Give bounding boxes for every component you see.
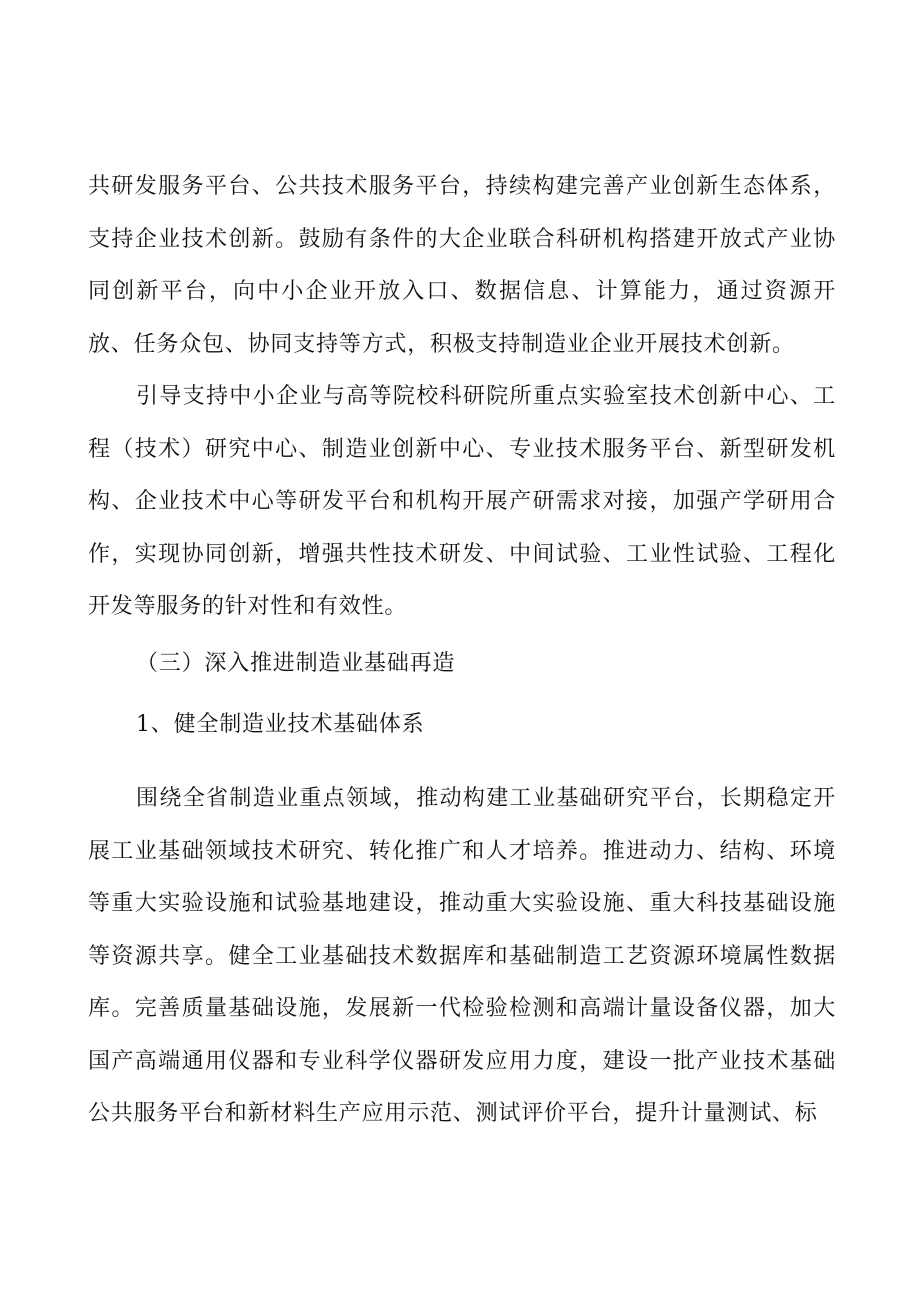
paragraph-industry-research-cooperation: 引导支持中小企业与高等院校科研院所重点实验室技术创新中心、工程（技术）研究中心、制造业创新中心、专业技术服务平台、新型研发机构、企业技术中心等研发平台和机构开展产研需求对接，加强产学研用合作，实现协同创新，增强共性技术研发、中间试验、工业性试验、工程化开发等服务的针对性和有效性。	[88, 384, 836, 619]
paragraph-continued: 共研发服务平台、公共技术服务平台，持续构建完善产业创新生态体系，支持企业技术创新。鼓励有条件的大企业联合科研机构搭建开放式产业协同创新平台，向中小企业开放入口、数据信息、计算能力，通过资源开放、任务众包、协同支持等方式，积极支持制造业企业开展技术创新。	[88, 174, 836, 357]
section-heading: （三）深入推进制造业基础再造	[136, 651, 456, 676]
paragraph-technology-foundation: 围绕全省制造业重点领域，推动构建工业基础研究平台，长期稳定开展工业基础领域技术研究、转化推广和人才培养。推进动力、结构、环境等重大实验设施和试验基地建设，推动重大实验设施、重大科技基础设施等资源共享。健全工业基础技术数据库和基础制造工艺资源环境属性数据库。完善质量基础设施，发展新一代检验检测和高端计量设备仪器，加大国产高端通用仪器和专业科学仪器研发应用力度，建设一批产业技术基础公共服务平台和新材料生产应用示范、测试评价平台，提升计量测试、标	[88, 786, 836, 1126]
subsection-heading: 1、健全制造业技术基础体系	[136, 712, 425, 737]
